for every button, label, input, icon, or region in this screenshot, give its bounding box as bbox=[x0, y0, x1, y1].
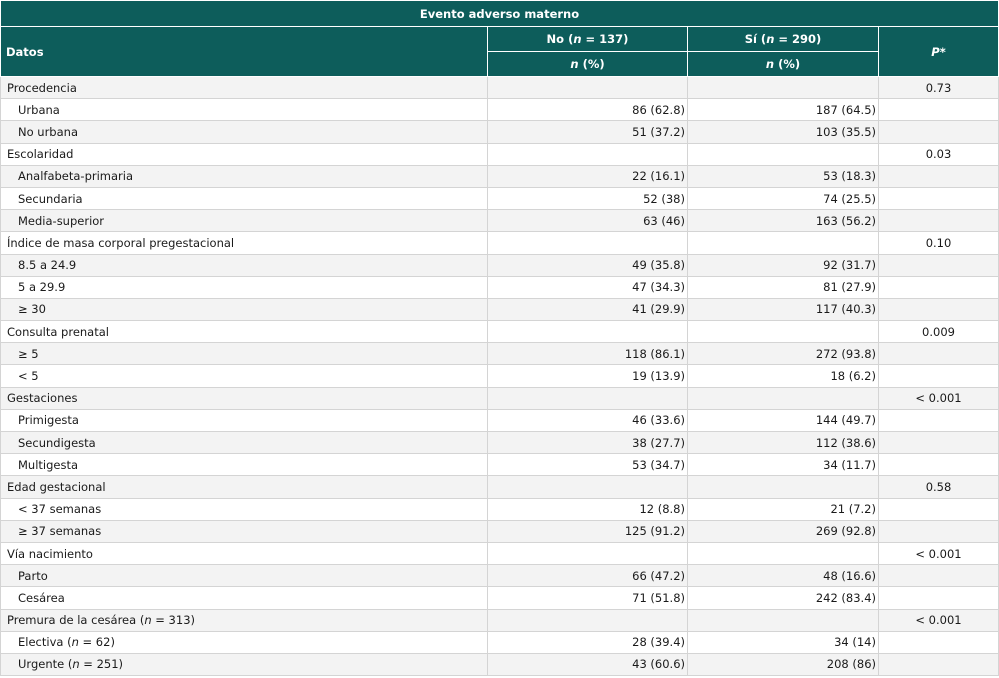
table-row bbox=[1, 321, 999, 343]
p-value-header: P* bbox=[879, 27, 999, 77]
p-value-cell: < 0.001 bbox=[879, 609, 999, 631]
n-pct-si-header: n (%) bbox=[688, 52, 879, 77]
no-cell: 49 (35.8) bbox=[488, 254, 688, 276]
table-row bbox=[1, 365, 999, 387]
si-cell: 103 (35.5) bbox=[688, 121, 879, 143]
si-cell bbox=[688, 387, 879, 409]
p-value-cell bbox=[879, 409, 999, 431]
table-row bbox=[1, 210, 999, 232]
category-label: Procedencia bbox=[1, 77, 488, 99]
subcategory-label: Primigesta bbox=[1, 409, 488, 431]
no-cell: 71 (51.8) bbox=[488, 587, 688, 609]
no-cell: 43 (60.6) bbox=[488, 653, 688, 675]
si-cell: 112 (38.6) bbox=[688, 432, 879, 454]
p-value-cell: 0.10 bbox=[879, 232, 999, 254]
table-row bbox=[1, 432, 999, 454]
si-cell: 117 (40.3) bbox=[688, 298, 879, 320]
p-value-cell: < 0.001 bbox=[879, 542, 999, 564]
no-cell: 63 (46) bbox=[488, 210, 688, 232]
table-row bbox=[1, 609, 999, 631]
p-value-cell bbox=[879, 432, 999, 454]
subcategory-label: Analfabeta-primaria bbox=[1, 165, 488, 187]
subcategory-label: Media-superior bbox=[1, 210, 488, 232]
si-cell: 34 (11.7) bbox=[688, 454, 879, 476]
col-si-header: Sí (n = 290) bbox=[688, 27, 879, 52]
no-cell bbox=[488, 476, 688, 498]
no-cell: 41 (29.9) bbox=[488, 298, 688, 320]
table-row bbox=[1, 653, 999, 675]
subcategory-label: ≥ 30 bbox=[1, 298, 488, 320]
table-body bbox=[1, 77, 999, 676]
table-row bbox=[1, 276, 999, 298]
p-value-cell bbox=[879, 187, 999, 209]
subcategory-label: No urbana bbox=[1, 121, 488, 143]
si-cell bbox=[688, 77, 879, 99]
p-value-cell bbox=[879, 365, 999, 387]
no-cell bbox=[488, 232, 688, 254]
subcategory-label: Parto bbox=[1, 565, 488, 587]
p-value-cell bbox=[879, 498, 999, 520]
p-value-cell: < 0.001 bbox=[879, 387, 999, 409]
si-cell: 74 (25.5) bbox=[688, 187, 879, 209]
subcategory-label: ≥ 37 semanas bbox=[1, 520, 488, 542]
category-label: Escolaridad bbox=[1, 143, 488, 165]
no-cell bbox=[488, 387, 688, 409]
n-pct-no-header: n (%) bbox=[488, 52, 688, 77]
subcategory-label: Secundigesta bbox=[1, 432, 488, 454]
no-cell bbox=[488, 143, 688, 165]
no-cell: 46 (33.6) bbox=[488, 409, 688, 431]
p-value-cell: 0.009 bbox=[879, 321, 999, 343]
table-row bbox=[1, 165, 999, 187]
p-value-cell: 0.03 bbox=[879, 143, 999, 165]
p-value-cell bbox=[879, 99, 999, 121]
no-cell: 52 (38) bbox=[488, 187, 688, 209]
si-cell: 242 (83.4) bbox=[688, 587, 879, 609]
table-row bbox=[1, 232, 999, 254]
no-cell bbox=[488, 609, 688, 631]
no-cell bbox=[488, 321, 688, 343]
no-cell: 47 (34.3) bbox=[488, 276, 688, 298]
subcategory-label: Urgente (n = 251) bbox=[1, 653, 488, 675]
table-row bbox=[1, 254, 999, 276]
table-row bbox=[1, 476, 999, 498]
si-cell: 272 (93.8) bbox=[688, 343, 879, 365]
table-row bbox=[1, 143, 999, 165]
table-row bbox=[1, 587, 999, 609]
subcategory-label: Secundaria bbox=[1, 187, 488, 209]
subcategory-label: Multigesta bbox=[1, 454, 488, 476]
p-value-cell bbox=[879, 254, 999, 276]
si-cell: 269 (92.8) bbox=[688, 520, 879, 542]
no-cell: 86 (62.8) bbox=[488, 99, 688, 121]
table-row bbox=[1, 99, 999, 121]
category-label: Consulta prenatal bbox=[1, 321, 488, 343]
category-label: Edad gestacional bbox=[1, 476, 488, 498]
table-row bbox=[1, 631, 999, 653]
si-cell: 53 (18.3) bbox=[688, 165, 879, 187]
subcategory-label: ≥ 5 bbox=[1, 343, 488, 365]
p-value-cell bbox=[879, 343, 999, 365]
p-value-cell bbox=[879, 210, 999, 232]
table-row bbox=[1, 565, 999, 587]
p-value-cell: 0.73 bbox=[879, 77, 999, 99]
no-cell: 118 (86.1) bbox=[488, 343, 688, 365]
p-value-cell bbox=[879, 454, 999, 476]
si-cell: 144 (49.7) bbox=[688, 409, 879, 431]
table-row bbox=[1, 542, 999, 564]
no-cell bbox=[488, 542, 688, 564]
subcategory-label: 8.5 a 24.9 bbox=[1, 254, 488, 276]
table-row bbox=[1, 520, 999, 542]
subcategory-label: 5 a 29.9 bbox=[1, 276, 488, 298]
no-cell: 19 (13.9) bbox=[488, 365, 688, 387]
category-label: Gestaciones bbox=[1, 387, 488, 409]
col-no-header: No (n = 137) bbox=[488, 27, 688, 52]
table-row bbox=[1, 77, 999, 99]
no-cell: 125 (91.2) bbox=[488, 520, 688, 542]
table-row bbox=[1, 454, 999, 476]
no-cell: 22 (16.1) bbox=[488, 165, 688, 187]
si-cell: 163 (56.2) bbox=[688, 210, 879, 232]
subcategory-label: Urbana bbox=[1, 99, 488, 121]
si-cell: 92 (31.7) bbox=[688, 254, 879, 276]
group-title-header: Evento adverso materno bbox=[1, 1, 999, 27]
datos-header: Datos bbox=[1, 27, 488, 77]
si-cell: 34 (14) bbox=[688, 631, 879, 653]
subcategory-label: < 5 bbox=[1, 365, 488, 387]
no-cell: 66 (47.2) bbox=[488, 565, 688, 587]
si-cell: 48 (16.6) bbox=[688, 565, 879, 587]
p-value-cell bbox=[879, 520, 999, 542]
subcategory-label: < 37 semanas bbox=[1, 498, 488, 520]
table-row bbox=[1, 298, 999, 320]
table-row bbox=[1, 121, 999, 143]
category-label: Vía nacimiento bbox=[1, 542, 488, 564]
table-row bbox=[1, 387, 999, 409]
p-value-cell: 0.58 bbox=[879, 476, 999, 498]
no-cell bbox=[488, 77, 688, 99]
p-value-cell bbox=[879, 165, 999, 187]
subcategory-label: Electiva (n = 62) bbox=[1, 631, 488, 653]
p-value-cell bbox=[879, 631, 999, 653]
si-cell: 21 (7.2) bbox=[688, 498, 879, 520]
no-cell: 38 (27.7) bbox=[488, 432, 688, 454]
table-row bbox=[1, 343, 999, 365]
si-cell: 18 (6.2) bbox=[688, 365, 879, 387]
table-row bbox=[1, 498, 999, 520]
si-cell bbox=[688, 143, 879, 165]
no-cell: 28 (39.4) bbox=[488, 631, 688, 653]
p-value-cell bbox=[879, 653, 999, 675]
no-cell: 12 (8.8) bbox=[488, 498, 688, 520]
si-cell: 81 (27.9) bbox=[688, 276, 879, 298]
p-value-cell bbox=[879, 565, 999, 587]
p-value-cell bbox=[879, 276, 999, 298]
si-cell bbox=[688, 476, 879, 498]
table-row bbox=[1, 409, 999, 431]
table-row bbox=[1, 187, 999, 209]
si-cell bbox=[688, 321, 879, 343]
si-cell: 208 (86) bbox=[688, 653, 879, 675]
si-cell: 187 (64.5) bbox=[688, 99, 879, 121]
p-value-cell bbox=[879, 587, 999, 609]
no-cell: 53 (34.7) bbox=[488, 454, 688, 476]
p-value-cell bbox=[879, 121, 999, 143]
si-cell bbox=[688, 609, 879, 631]
category-label: Índice de masa corporal pregestacional bbox=[1, 232, 488, 254]
si-cell bbox=[688, 542, 879, 564]
no-cell: 51 (37.2) bbox=[488, 121, 688, 143]
category-label: Premura de la cesárea (n = 313) bbox=[1, 609, 488, 631]
p-value-cell bbox=[879, 298, 999, 320]
subcategory-label: Cesárea bbox=[1, 587, 488, 609]
si-cell bbox=[688, 232, 879, 254]
